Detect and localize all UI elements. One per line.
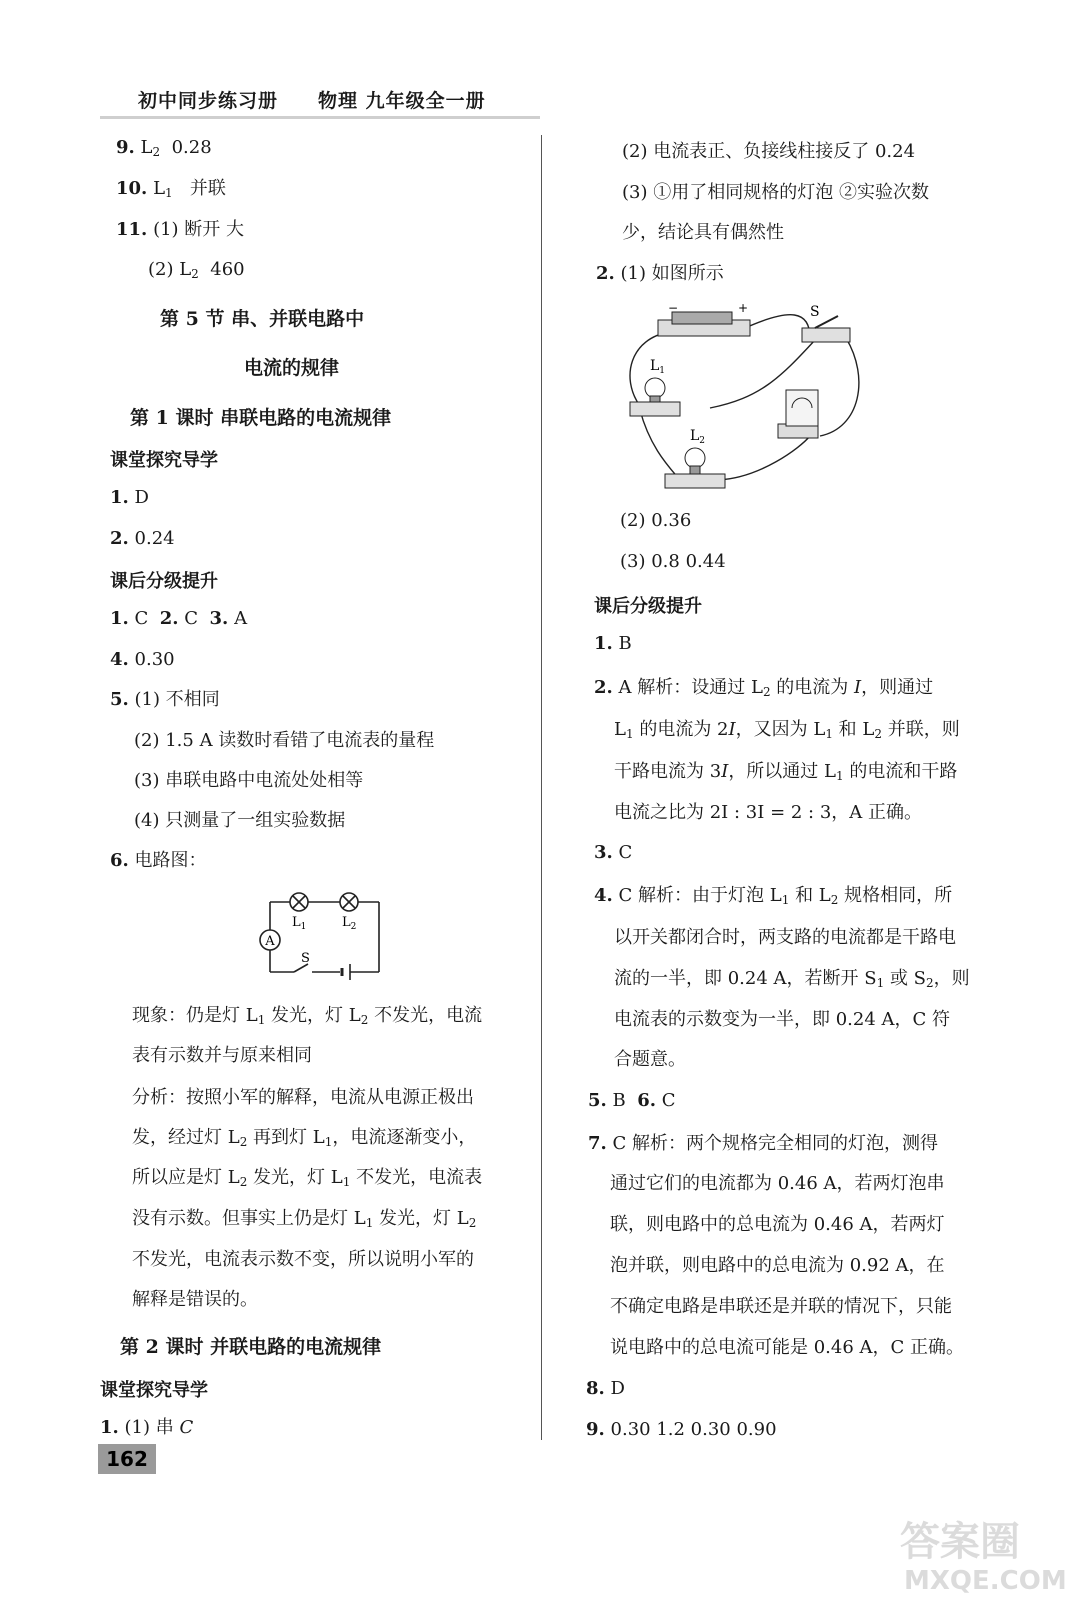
rq7-line2: 通过它们的电流都为 0.46 A，若两灯泡串 <box>610 1173 945 1194</box>
subject-title: 物理 九年级全一册 <box>318 90 486 112</box>
r2-3: (3) 0.8 0.44 <box>620 551 726 572</box>
header-rule <box>100 116 540 119</box>
rq2-line3: 干路电流为 3I，所以通过 $L_1$ 的电流和干路 <box>614 761 958 783</box>
lesson-1-title: 第 1 课时 串联电路的电流规律 <box>130 407 392 429</box>
rq4-line5: 合题意。 <box>614 1049 686 1070</box>
answer-11: 11. (1) 断开 大 <box>116 219 245 240</box>
answer-10: 10. $L_1$ 并联 <box>116 178 226 200</box>
lesson-2-title: 第 2 课时 并联电路的电流规律 <box>120 1336 382 1358</box>
rq2-line2: $L_1$ 的电流为 2I，又因为 $L_1$ 和 $L_2$ 并联，则 <box>614 719 960 741</box>
ammeter-label: A <box>265 934 275 949</box>
book-title: 初中同步练习册 <box>138 90 279 112</box>
rq4-line1: 4. C 解析：由于灯泡 $L_1$ 和 $L_2$ 规格相同，所 <box>594 885 953 907</box>
battery-minus: − <box>668 301 679 315</box>
rq7-line4: 泡并联，则电路中的总电流为 0.92 A，在 <box>610 1255 945 1276</box>
rq7-line6: 说电路中的总电流可能是 0.46 A，C 正确。 <box>610 1337 965 1358</box>
after-6: 6. 电路图： <box>110 850 207 871</box>
rq2-line4: 电流之比为 2I : 3I = 2 : 3，A 正确。 <box>614 802 923 823</box>
lamp-L1-drawing-label: $L_1$ <box>650 358 666 376</box>
analysis-line5: 不发光，电流表示数不变，所以说明小军的 <box>132 1249 474 1270</box>
rq7-line1: 7. C 解析：两个规格完全相同的灯泡，测得 <box>588 1133 939 1154</box>
rq3: 3. C <box>594 842 633 863</box>
r2-1: 2. (1) 如图所示 <box>596 263 724 284</box>
rq8: 8. D <box>586 1378 625 1399</box>
section-title-line2: 电流的规律 <box>244 357 340 379</box>
lamp-L1-label: $L_1$ <box>292 915 307 932</box>
column-divider <box>541 135 542 1440</box>
rq5-6: 5. B 6. C <box>588 1090 676 1111</box>
page-number: 162 <box>98 1444 156 1474</box>
rq4-line3: 流的一半，即 0.24 A，若断开 $S_1$ 或 $S_2$，则 <box>614 968 970 990</box>
rq7-line5: 不确定电路是串联还是并联的情况下，只能 <box>610 1296 952 1317</box>
after-5-4: (4) 只测量了一组实验数据 <box>134 810 346 831</box>
explore-2: 2. 0.24 <box>110 528 175 549</box>
answer-11-2: (2) $L_2$ 460 <box>148 259 245 281</box>
ammeter-drawing-icon <box>778 390 818 438</box>
analysis-line6: 解释是错误的。 <box>132 1289 258 1310</box>
switch-label: S <box>301 951 310 966</box>
r1-3b: 少，结论具有偶然性 <box>622 222 784 243</box>
analysis-line2: 发，经过灯 $L_2$ 再到灯 $L_1$，电流逐渐变小， <box>132 1127 477 1149</box>
lamp-L2-label: $L_2$ <box>342 915 357 932</box>
r1-2: (2) 电流表正、负接线柱接反了 0.24 <box>622 141 916 162</box>
watermark-logo <box>890 1505 1080 1595</box>
analysis-line1: 分析：按照小军的解释，电流从电源正极出 <box>132 1087 474 1108</box>
phenomenon-line2: 表有示数并与原来相同 <box>132 1045 312 1066</box>
after-1-3: 1. C 2. C 3. A <box>110 608 248 629</box>
battery-icon <box>658 301 750 336</box>
lamp-L1-icon <box>290 893 308 911</box>
rq7-line3: 联，则电路中的总电流为 0.46 A，若两灯 <box>610 1214 945 1235</box>
lamp-L2-drawing-label: $L_2$ <box>690 428 706 446</box>
label-explore: 课堂探究导学 <box>110 450 218 471</box>
rq1: 1. B <box>594 633 632 654</box>
lamp-L2-icon <box>340 893 358 911</box>
analysis-line3: 所以应是灯 $L_2$ 发光，灯 $L_1$ 不发光，电流表 <box>132 1167 483 1189</box>
answer-9: 9. $L_2$ 0.28 <box>116 137 212 159</box>
rq9: 9. 0.30 1.2 0.30 0.90 <box>586 1419 777 1440</box>
rq4-line4: 电流表的示数变为一半，即 0.24 A，C 符 <box>614 1009 951 1030</box>
parallel-circuit-drawing <box>610 298 870 498</box>
switch-s-label: S <box>810 304 820 320</box>
switch-icon <box>802 304 850 342</box>
r1-3a: (3) ①用了相同规格的灯泡 ②实验次数 <box>622 182 929 203</box>
rq2-line1: 2. A 解析：设通过 $L_2$ 的电流为 I，则通过 <box>594 677 934 699</box>
after-4: 4. 0.30 <box>110 649 175 670</box>
r2-2: (2) 0.36 <box>620 510 692 531</box>
lamp-L2-drawing-icon <box>665 428 725 488</box>
series-circuit-diagram <box>250 884 390 980</box>
after-5-2: (2) 1.5 A 读数时看错了电流表的量程 <box>134 730 435 751</box>
label-after-class: 课后分级提升 <box>110 571 218 592</box>
explore-1: 1. D <box>110 487 149 508</box>
svg-text:答案圈: 答案圈 <box>900 1519 1020 1565</box>
label-explore-2: 课堂探究导学 <box>100 1380 208 1401</box>
explore2-1: 1. (1) 串 C <box>100 1417 194 1438</box>
battery-plus: + <box>738 301 749 315</box>
rq4-line2: 以开关都闭合时，两支路的电流都是干路电 <box>614 927 956 948</box>
after-5-1: 5. (1) 不相同 <box>110 689 220 710</box>
label-after-class-right: 课后分级提升 <box>594 596 702 617</box>
analysis-line4: 没有示数。但事实上仍是灯 $L_1$ 发光，灯 $L_2$ <box>132 1208 477 1230</box>
lamp-L1-drawing-icon <box>630 358 680 416</box>
after-5-3: (3) 串联电路中电流处处相等 <box>134 770 364 791</box>
svg-text:MXQE.COM: MXQE.COM <box>904 1566 1067 1595</box>
phenomenon-line1: 现象：仍是灯 $L_1$ 发光，灯 $L_2$ 不发光，电流 <box>132 1005 483 1027</box>
section-title-line1: 第 5 节 串、并联电路中 <box>160 308 365 330</box>
